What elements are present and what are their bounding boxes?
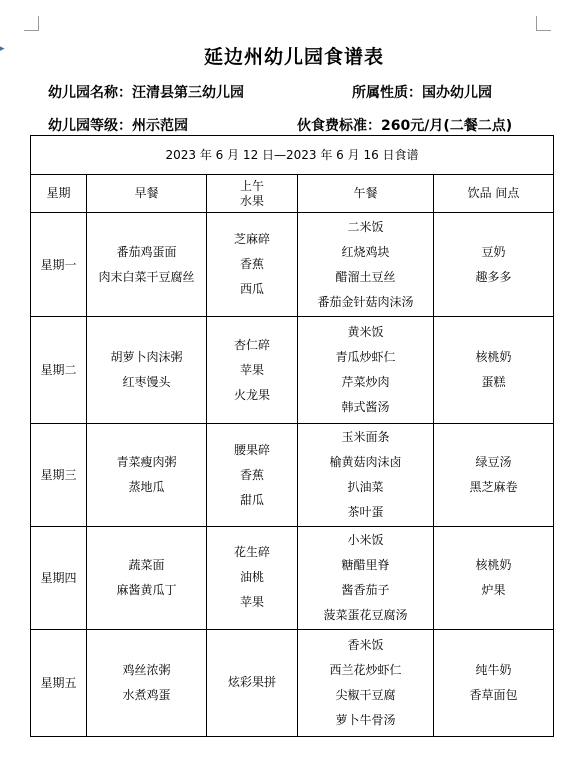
lunch-item: 黄米饭 (347, 325, 384, 340)
lunch-item: 青瓜炒虾仁 (335, 350, 396, 365)
menu-table (30, 135, 554, 737)
day-name: 星期四 (31, 526, 87, 629)
menu-day-row (31, 424, 554, 526)
lunch-item: 酱香茄子 (341, 582, 390, 597)
breakfast-item: 胡萝卜肉沫粥 (110, 350, 183, 365)
day-name: 星期五 (31, 629, 87, 736)
fruit-item: 腰果碎 (233, 442, 270, 457)
lunch-item: 萝卜牛骨汤 (335, 712, 396, 727)
lunch-item: 糖醋里脊 (341, 557, 390, 572)
fruit-cell (207, 526, 298, 629)
snack-item: 香草面包 (469, 687, 518, 702)
fruit-cell (207, 317, 298, 424)
snack-item: 趣多多 (475, 269, 512, 284)
lunch-cell (298, 213, 434, 317)
lunch-item: 小米饭 (347, 532, 384, 547)
breakfast-item: 青菜瘦肉粥 (116, 455, 177, 470)
snack-cell (434, 424, 554, 526)
lunch-item: 菠菜蛋花豆腐汤 (323, 607, 408, 622)
day-name: 星期三 (31, 424, 87, 526)
fruit-item: 芝麻碎 (233, 232, 270, 247)
fruit-cell (207, 424, 298, 526)
snack-cell (434, 317, 554, 424)
lunch-item: 榆黄菇肉沫卤 (329, 455, 402, 470)
header-lunch: 午餐 (298, 175, 434, 213)
lunch-item: 扒油菜 (347, 480, 384, 495)
date-range-row (31, 136, 554, 175)
kindergarten-level (48, 115, 188, 135)
fruit-item: 杏仁碎 (233, 337, 270, 352)
snack-item: 核桃奶 (475, 350, 512, 365)
fruit-item: 香蕉 (239, 257, 264, 272)
fruit-cell (207, 629, 298, 736)
date-range: 2023 年 6 月 12 日—2023 年 6 月 16 日食谱 (31, 136, 554, 175)
snack-cell (434, 629, 554, 736)
breakfast-item: 水煮鸡蛋 (122, 687, 171, 702)
snack-item: 蛋糕 (481, 375, 506, 390)
lunch-cell (298, 526, 434, 629)
breakfast-item: 蔬菜面 (128, 557, 165, 572)
lunch-item: 西兰花炒虾仁 (329, 662, 402, 677)
menu-day-row (31, 526, 554, 629)
breakfast-item: 肉末白菜干豆腐丝 (98, 269, 195, 284)
fruit-item: 油桃 (239, 570, 264, 585)
fruit-item: 苹果 (239, 362, 264, 377)
crop-mark-top-right (536, 16, 551, 31)
kindergarten-level-label: 幼儿园等级： (48, 118, 132, 134)
fruit-item: 香蕉 (239, 467, 264, 482)
snack-cell (434, 526, 554, 629)
breakfast-item: 麻酱黄瓜丁 (116, 582, 177, 597)
crop-mark-top-left (24, 16, 39, 31)
kindergarten-type (352, 82, 492, 102)
breakfast-item: 蒸地瓜 (128, 480, 165, 495)
snack-item: 核桃奶 (475, 557, 512, 572)
header-breakfast: 早餐 (87, 175, 207, 213)
snack-item: 纯牛奶 (475, 662, 512, 677)
header-fruit-line1: 上午 (239, 179, 264, 194)
day-rows (31, 213, 554, 737)
lunch-item: 芹菜炒肉 (341, 375, 390, 390)
menu-day-row (31, 213, 554, 317)
breakfast-cell (87, 317, 207, 424)
meal-fee-value: 260元/月(二餐二点) (381, 118, 513, 134)
breakfast-cell (87, 213, 207, 317)
breakfast-cell (87, 424, 207, 526)
day-name: 星期一 (31, 213, 87, 317)
breakfast-cell (87, 629, 207, 736)
lunch-item: 茶叶蛋 (347, 505, 384, 520)
header-fruit-line2: 水果 (239, 193, 264, 208)
snack-item: 豆奶 (481, 244, 506, 259)
snack-item: 黑芝麻卷 (469, 480, 518, 495)
header-row (31, 175, 554, 213)
lunch-item: 番茄金针菇肉沫汤 (317, 294, 414, 309)
kindergarten-type-label: 所属性质： (352, 85, 422, 101)
kindergarten-name-value: 汪清县第三幼儿园 (132, 85, 244, 101)
menu-day-row (31, 629, 554, 736)
lunch-item: 红烧鸡块 (341, 244, 390, 259)
meal-fee-label: 伙食费标准： (297, 118, 381, 134)
lunch-item: 尖椒干豆腐 (335, 687, 396, 702)
fruit-cell (207, 213, 298, 317)
breakfast-cell (87, 526, 207, 629)
breakfast-item: 鸡丝浓粥 (122, 662, 171, 677)
margin-arrow-icon: ▸ (0, 44, 5, 54)
fruit-item: 甜瓜 (239, 492, 264, 507)
lunch-cell (298, 317, 434, 424)
header-day: 星期 (31, 175, 87, 213)
page-title: 延边州幼儿园食谱表 (203, 46, 384, 68)
menu-day-row (31, 317, 554, 424)
kindergarten-type-value: 国办幼儿园 (422, 85, 492, 101)
kindergarten-name-label: 幼儿园名称： (48, 85, 132, 101)
kindergarten-name (48, 82, 244, 102)
fruit-item: 火龙果 (233, 387, 270, 402)
fruit-item: 西瓜 (239, 282, 264, 297)
meal-fee (297, 115, 512, 135)
fruit-item: 苹果 (239, 595, 264, 610)
kindergarten-level-value: 州示范园 (132, 118, 188, 134)
fruit-item: 炫彩果拼 (227, 675, 276, 690)
lunch-item: 玉米面条 (341, 430, 390, 445)
snack-cell (434, 213, 554, 317)
lunch-item: 香米饭 (347, 637, 384, 652)
fruit-item: 花生碎 (233, 545, 270, 560)
snack-item: 绿豆汤 (475, 455, 512, 470)
header-snack: 饮品 间点 (434, 175, 554, 213)
header-fruit (207, 175, 298, 213)
lunch-cell (298, 629, 434, 736)
lunch-item: 醋溜土豆丝 (335, 269, 396, 284)
day-name: 星期二 (31, 317, 87, 424)
lunch-cell (298, 424, 434, 526)
lunch-item: 韩式酱汤 (341, 400, 390, 415)
lunch-item: 二米饭 (347, 219, 384, 234)
breakfast-item: 红枣馒头 (122, 375, 171, 390)
breakfast-item: 番茄鸡蛋面 (116, 244, 177, 259)
snack-item: 炉果 (481, 582, 506, 597)
